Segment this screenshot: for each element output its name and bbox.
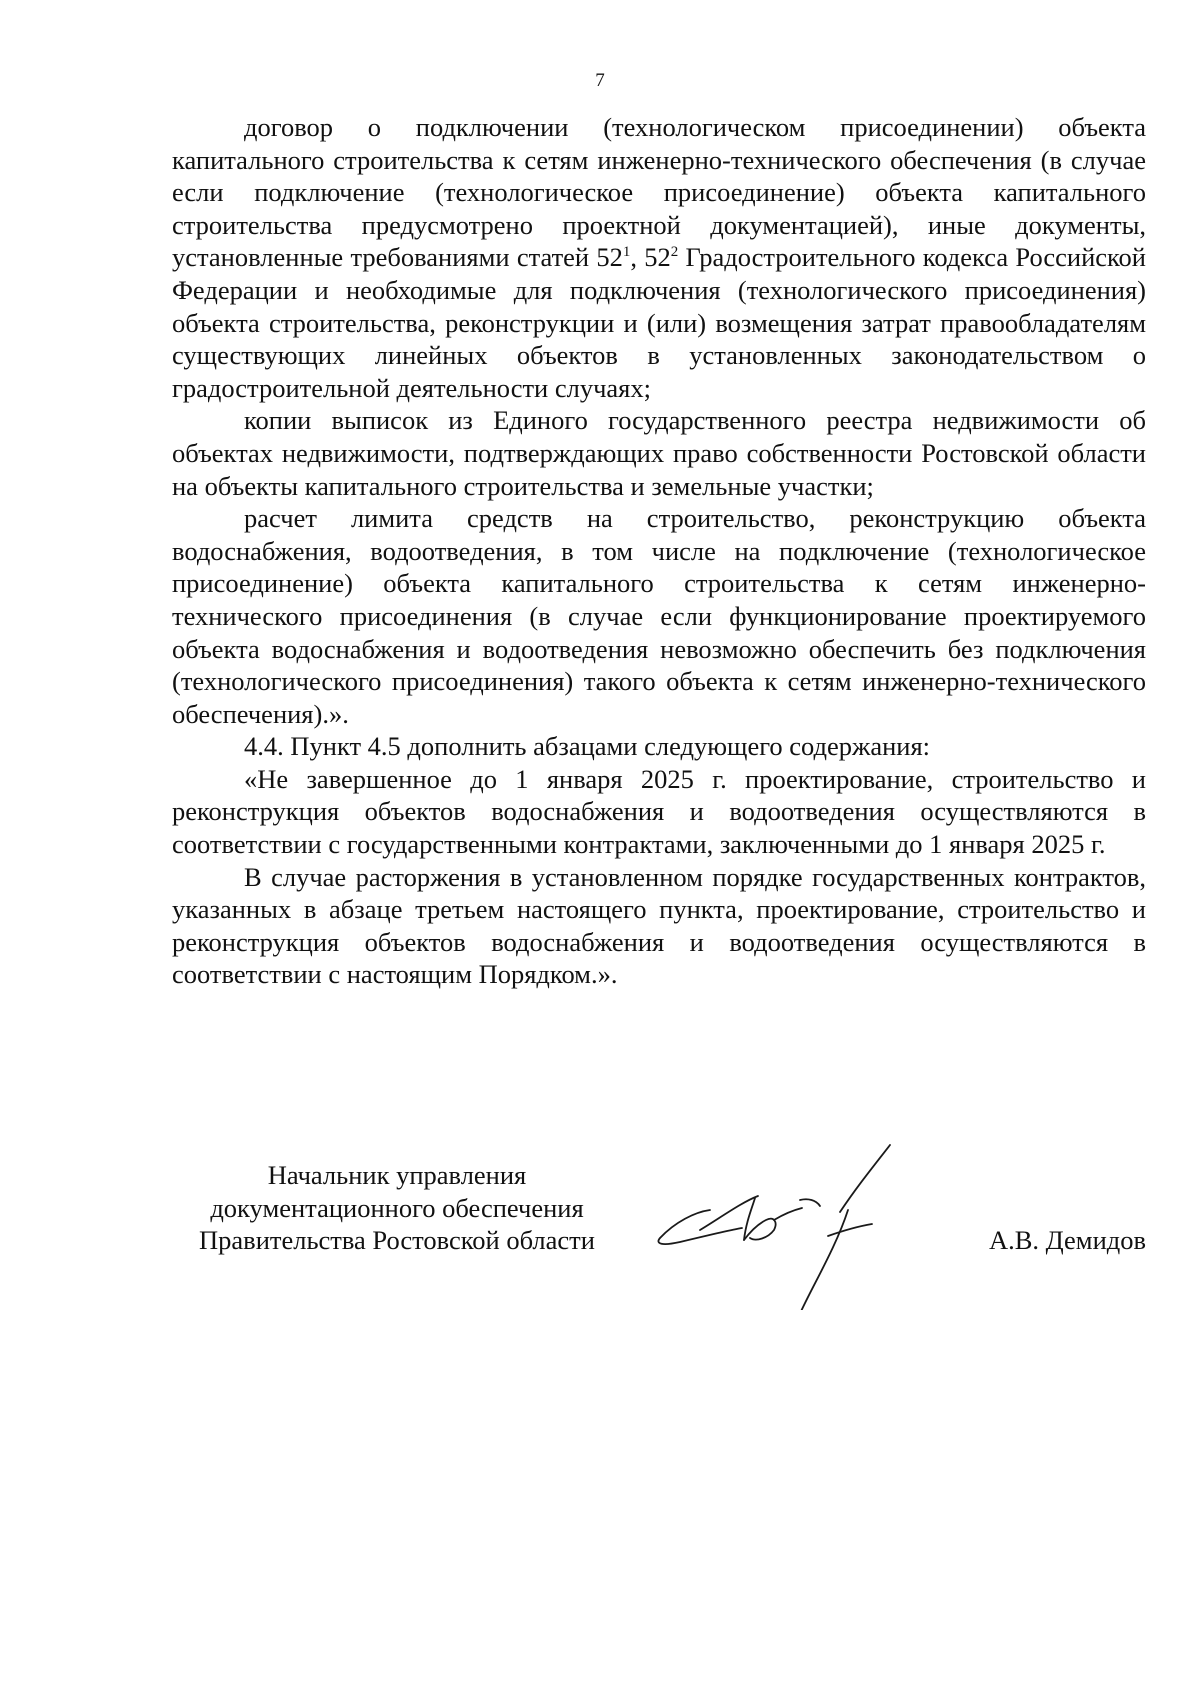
page-number: 7 [595,70,605,91]
paragraph-contract-termination: В случае расторжения в установленном порядке государственных контрактов, указанных в абзаце третьем настоящего пункта, проектирование, строительство и реконструкция объектов водоснабжения и водоотведения осуществляются в соответствии с настоящим Порядком.». [172,861,1146,990]
handwritten-signature [650,1140,930,1310]
article-superscript: 2 [670,244,679,261]
signatory-position [172,1159,622,1257]
paragraph-text: Градостроительного кодекса Российской Федерации и необходимые для подключения (технологического присоединения) объекта строительства, реконструкции и (или) возмещения затрат правообладателям существующих линейных объектов в установленных законодательством о градостроительной деятельности случаях; [172,242,1146,403]
paragraph-registry-extracts: копии выписок из Единого государственного реестра недвижимости об объектах недвижимости, подтверждающих право собственности Ростовской области на объекты капитального строительства и земельные участки; [172,405,1146,501]
signer-name: А.В. Демидов [988,1225,1146,1255]
signatory-position-line: Начальник управления [267,1160,527,1190]
article-superscript: 1 [622,244,631,261]
document-body [172,111,1146,991]
paragraph-contract-documents [172,111,1146,404]
paragraph-clause-4-4: 4.4. Пункт 4.5 дополнить абзацами следующего содержания: [244,731,931,762]
paragraph-text: договор о подключении (технологическом присоединении) объекта капитального строительства к сетям инженерно-технического обеспечения (в случае если подключение (технологическое присоединение) объекта капитального строительства предусмотрено проектной документацией), иные документы, установленные требованиями статей 52 [172,112,1146,273]
paragraph-funds-calculation: расчет лимита средств на строительство, реконструкцию объекта водоснабжения, водоотведения, в том числе на подключение (технологическое присоединение) объекта капитального строительства к сетям инженерно-технического присоединения (в случае если функционирование проектируемого объекта водоснабжения и водоотведения невозможно обеспечить без подключения (технологического присоединения) такого объекта к сетям инженерно-технического обеспечения).». [172,503,1146,729]
paragraph-unfinished-design: «Не завершенное до 1 января 2025 г. проектирование, строительство и реконструкция объектов водоснабжения и водоотведения осуществляются в соответствии с государственными контрактами, заключенными до 1 января 2025 г. [172,763,1146,860]
signatory-position-line: документационного обеспечения [210,1192,584,1223]
paragraph-text: , 52 [630,242,671,273]
signatory-position-line: Правительства Ростовской области [199,1225,595,1255]
